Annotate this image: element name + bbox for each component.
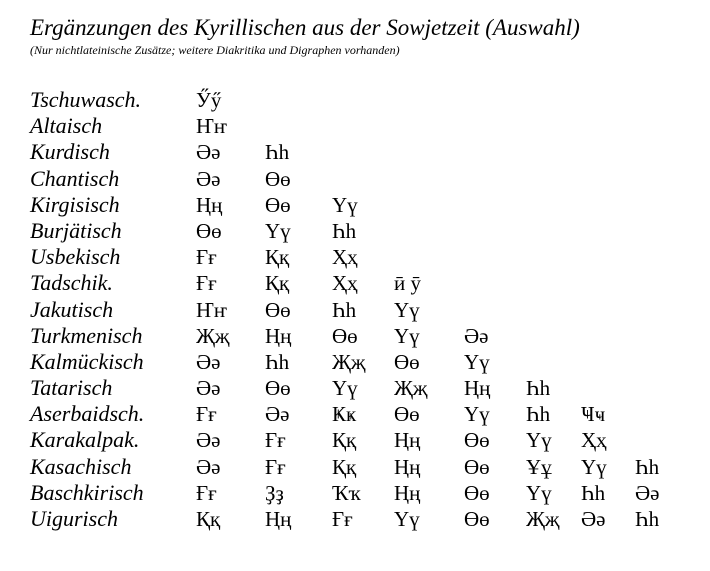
letter-pair: Ҝҝ (332, 402, 357, 427)
table-row (30, 270, 700, 296)
language-label: Burjätisch (30, 217, 122, 243)
letter-pair: Өө (196, 218, 222, 243)
letter-pair: Өө (464, 480, 490, 505)
letter-pair: Ққ (265, 245, 290, 270)
page-subtitle: (Nur nichtlateinische Zusätze; weitere Diakritika und Digraphen vorhanden) (30, 43, 400, 57)
letter-pair: Өө (464, 428, 490, 453)
letter-pair: Ңң (464, 376, 491, 401)
letter-pair: Әә (196, 140, 221, 165)
table-row (30, 375, 700, 401)
language-label: Kasachisch (30, 453, 132, 479)
letter-pair: Әә (581, 507, 606, 531)
table-row (30, 192, 700, 218)
letter-pair: Үү (265, 218, 291, 243)
letter-pair: Һһ (635, 454, 660, 479)
language-label: Karakalpak. (30, 427, 140, 453)
letter-pair: Ққ (196, 507, 221, 531)
letter-pair: Үү (332, 376, 358, 401)
letter-pair: Һһ (265, 140, 290, 165)
language-label: Kalmückisch (30, 348, 144, 374)
letter-pair: Ғғ (196, 480, 217, 505)
letter-pair: Әә (196, 428, 221, 453)
table-row (30, 323, 700, 349)
letter-pair: Җҗ (394, 376, 428, 401)
letter-pair: Өө (464, 507, 490, 531)
table-row (30, 427, 700, 453)
language-label: Kurdisch (30, 139, 110, 165)
letter-pair: Ҳҳ (581, 428, 607, 453)
letter-pair: Ңң (265, 323, 292, 348)
language-label: Chantisch (30, 165, 120, 191)
table-row (30, 297, 700, 323)
letter-pair: Әә (196, 376, 221, 401)
letter-pair: Һһ (635, 507, 660, 531)
letter-pair: Үү (464, 402, 490, 427)
table-row (30, 480, 700, 506)
letter-pair: Ҥҥ (196, 114, 227, 139)
letter-pair: Җҗ (196, 323, 230, 348)
alphabet-table (30, 87, 700, 532)
page-title: Ergänzungen des Kyrillischen aus der Sowjetzeit (Auswahl) (30, 15, 580, 40)
letter-pair: Әә (196, 349, 221, 374)
language-label: Baschkirisch (30, 479, 144, 505)
letter-pair: Өө (394, 402, 420, 427)
letter-pair: Ңң (265, 507, 292, 531)
language-label: Turkmenisch (30, 322, 143, 348)
language-label: Altaisch (30, 113, 103, 139)
language-label: Tadschik. (30, 270, 113, 296)
letter-pair: Ғғ (196, 402, 217, 427)
letter-pair: Үү (332, 192, 358, 217)
letter-pair: Ұұ (526, 454, 552, 479)
letter-pair: Өө (394, 349, 420, 374)
letter-pair: Ққ (265, 271, 290, 296)
letter-pair: Әә (196, 454, 221, 479)
letter-pair: Өө (265, 376, 291, 401)
letter-pair: Ҳҳ (332, 245, 358, 270)
letter-pair: Ңң (196, 192, 223, 217)
letter-pair: Ҙҙ (265, 480, 284, 505)
table-row (30, 506, 700, 532)
letter-pair: Һһ (526, 402, 551, 427)
letter-pair: Үү (526, 480, 552, 505)
language-label: Jakutisch (30, 296, 114, 322)
letter-pair: Өө (265, 297, 291, 322)
language-label: Kirgisisch (30, 191, 120, 217)
letter-pair: Үү (464, 349, 490, 374)
table-row (30, 244, 700, 270)
letter-pair: Әә (265, 402, 290, 427)
language-label: Tschuwasch. (30, 87, 142, 112)
letter-pair: Ҳҳ (332, 271, 358, 296)
table-row (30, 87, 700, 113)
letter-pair: Ққ (332, 428, 357, 453)
letter-pair: Ққ (332, 454, 357, 479)
letter-pair: Өө (265, 166, 291, 191)
letter-pair: Һһ (265, 349, 290, 374)
table-row (30, 218, 700, 244)
letter-pair: Үү (394, 323, 420, 348)
letter-pair: Һһ (581, 480, 606, 505)
letter-pair: Өө (464, 454, 490, 479)
language-label: Usbekisch (30, 244, 121, 270)
letter-pair: Ғғ (265, 454, 286, 479)
letter-pair: Ҡҡ (332, 480, 361, 505)
letter-pair: Ңң (394, 428, 421, 453)
language-label: Tatarisch (30, 375, 113, 401)
letter-pair: Үү (581, 454, 607, 479)
language-label: Uigurisch (30, 506, 118, 531)
table-row (30, 113, 700, 139)
letter-pair: Ҹҹ (581, 402, 606, 427)
table-row (30, 454, 700, 480)
letter-pair: Ӳӳ (196, 88, 222, 112)
letter-pair: Үү (394, 507, 420, 531)
letter-pair: Һһ (332, 297, 357, 322)
letter-pair: Өө (265, 192, 291, 217)
letter-pair: Үү (394, 297, 420, 322)
letter-pair: Өө (332, 323, 358, 348)
letter-pair: Әә (196, 166, 221, 191)
letter-pair: ӣ ӯ (394, 271, 421, 296)
letter-pair: Ҥҥ (196, 297, 227, 322)
letter-pair: Үү (526, 428, 552, 453)
letter-pair: Ңң (394, 454, 421, 479)
letter-pair: Ңң (394, 480, 421, 505)
letter-pair: Әә (635, 480, 660, 505)
letter-pair: Ғғ (265, 428, 286, 453)
language-label: Aserbaidsch. (30, 401, 145, 427)
letter-pair: Һһ (526, 376, 551, 401)
letter-pair: Ғғ (196, 245, 217, 270)
letter-pair: Әә (464, 323, 489, 348)
letter-pair: Ғғ (332, 507, 353, 531)
table-row (30, 166, 700, 192)
table-row (30, 139, 700, 165)
letter-pair: Ғғ (196, 271, 217, 296)
table-row (30, 401, 700, 427)
table-row (30, 349, 700, 375)
letter-pair: Һһ (332, 218, 357, 243)
letter-pair: Җҗ (526, 507, 560, 531)
letter-pair: Җҗ (332, 349, 366, 374)
